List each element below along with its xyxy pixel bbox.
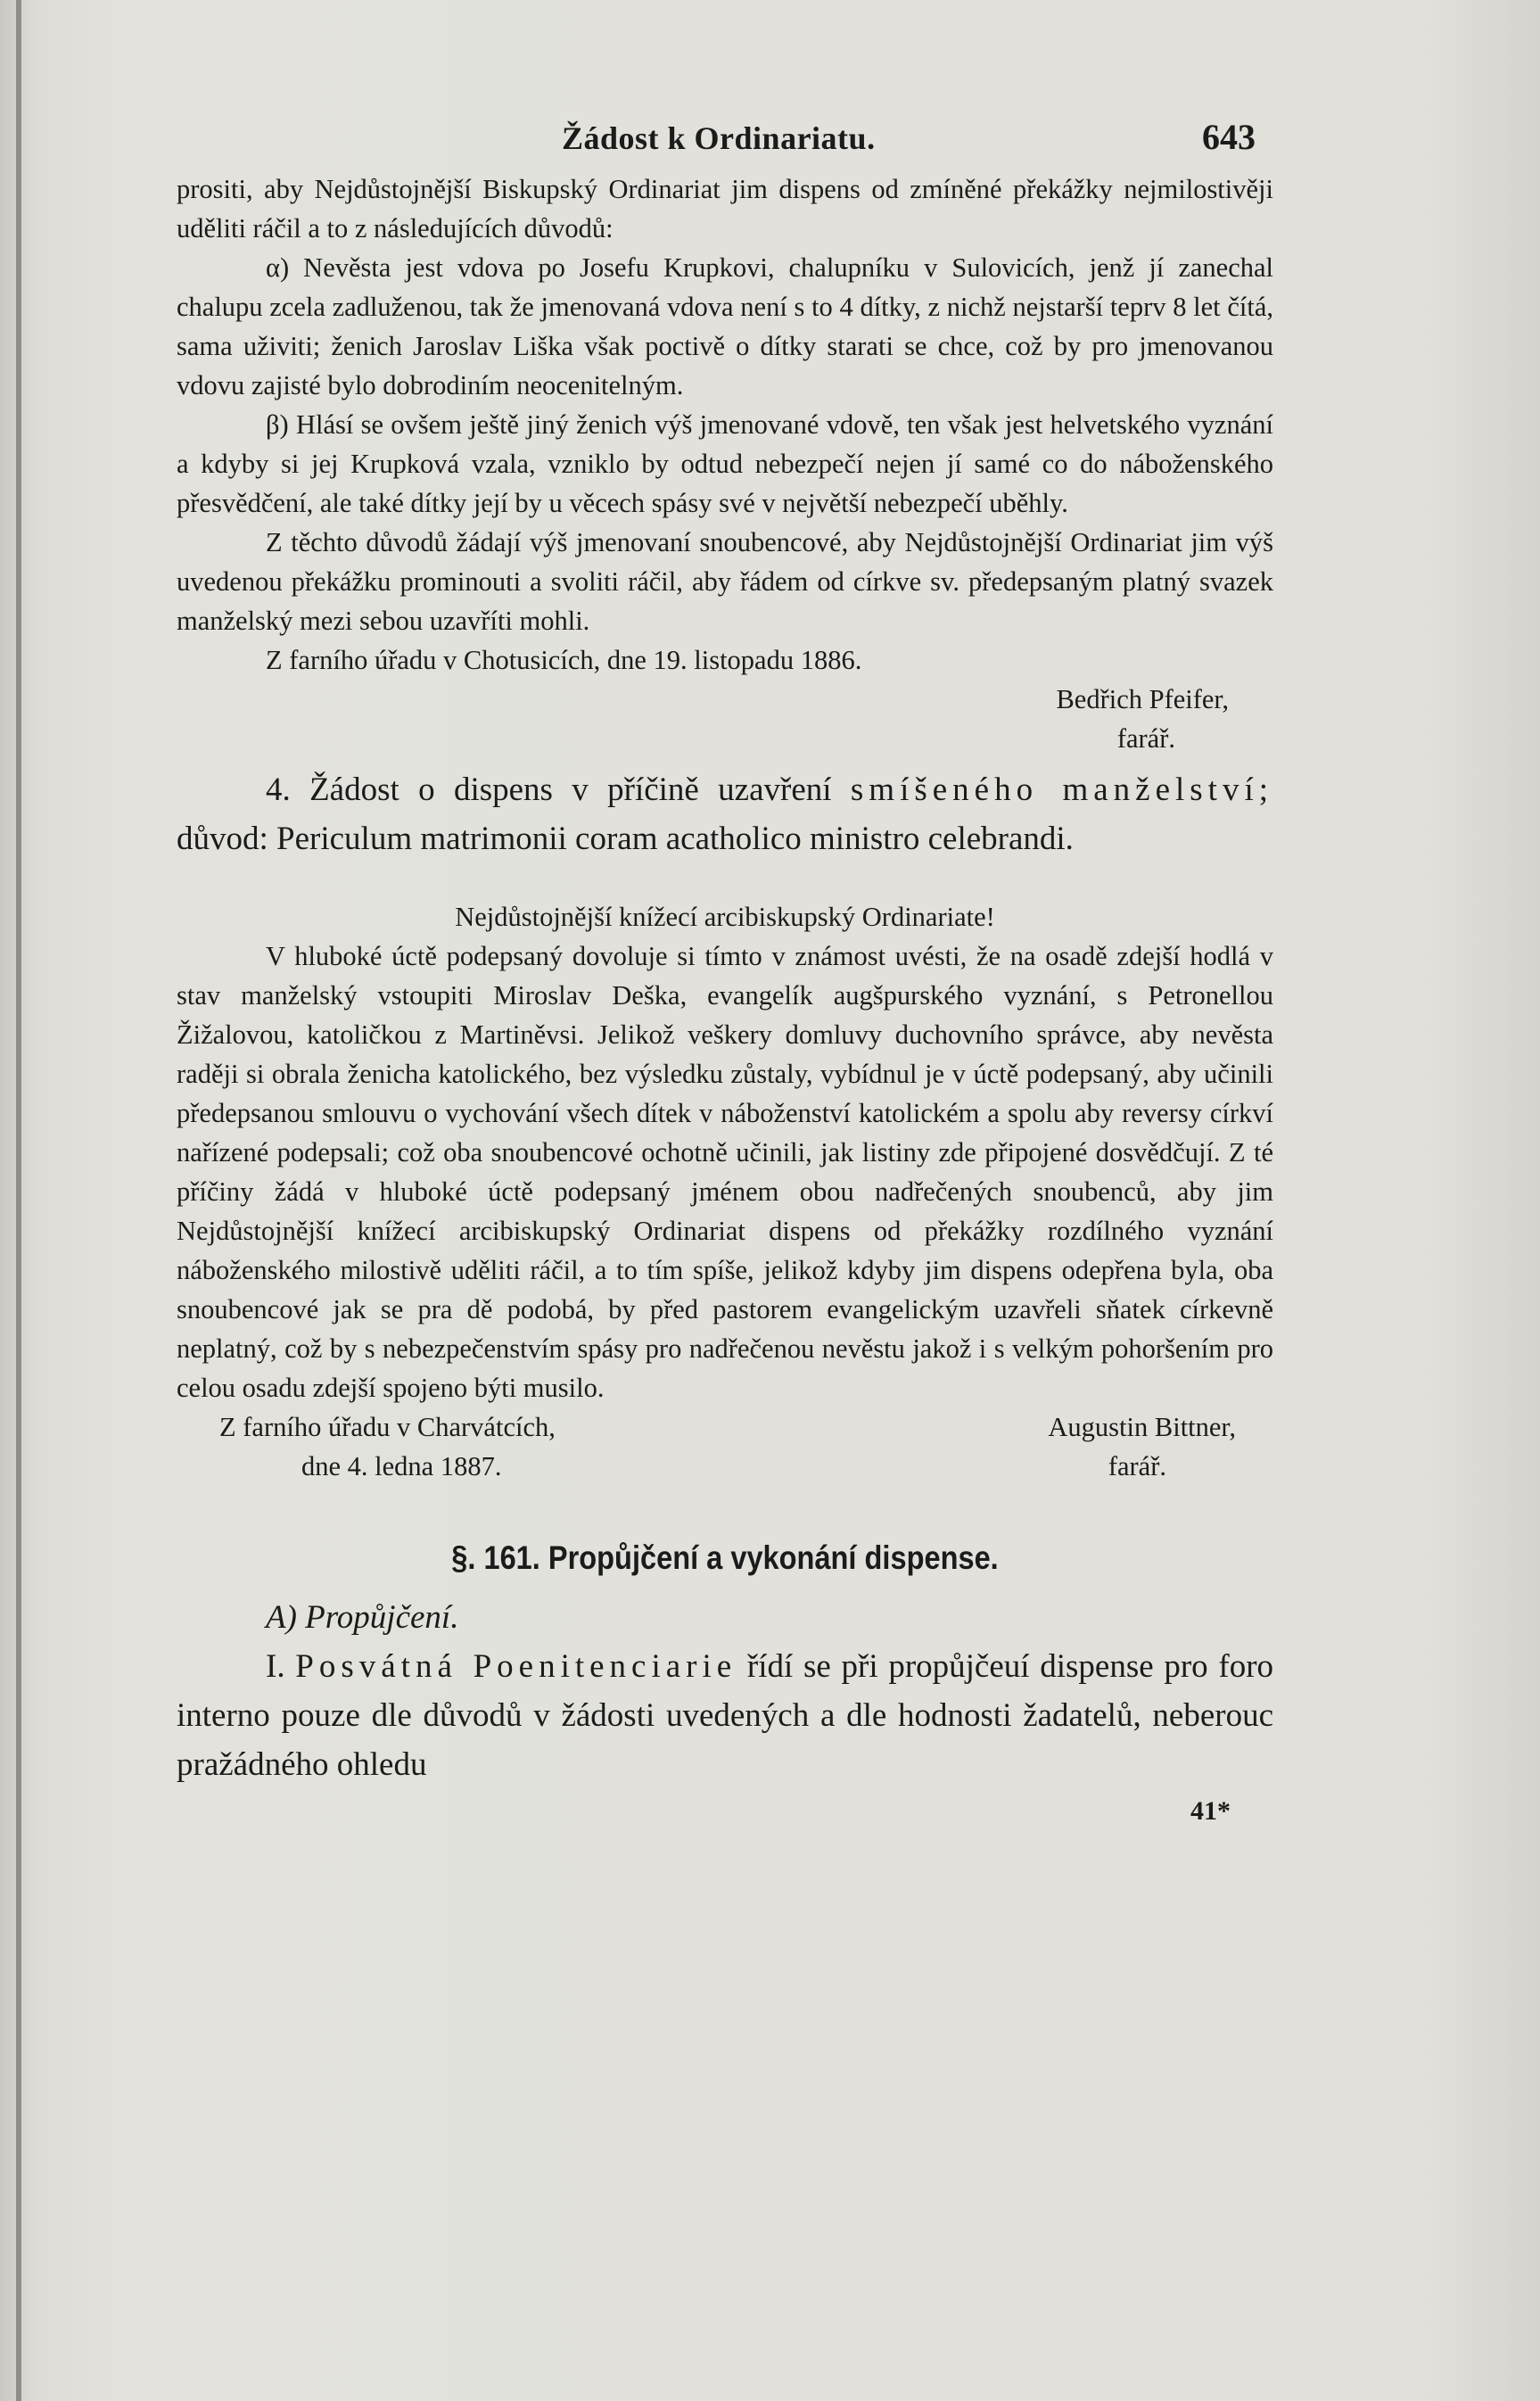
letter-4 — [177, 897, 1273, 1486]
para-spaced-text: Posvátná Poenitenciarie — [295, 1648, 737, 1685]
section-body — [177, 1593, 1273, 1789]
header-title: Žádost k Ordinariatu. — [562, 120, 876, 156]
letter-3-continuation — [177, 169, 1273, 758]
letter-3-signature-name: Bedřich Pfeifer, — [1056, 684, 1229, 714]
book-spine-edge — [16, 0, 21, 2401]
letter-3-place-date: Z farního úřadu v Chotusicích, dne 19. listopadu 1886. — [266, 645, 862, 675]
letter-3-signature-title: farář. — [1116, 723, 1175, 754]
page-number: 643 — [1202, 117, 1256, 157]
letter-4-signature-name: Augustin Bittner, — [1048, 1412, 1236, 1442]
letter-4-signature-title: farář. — [1108, 1451, 1166, 1481]
letter-3-opening: prositi, aby Nejdůstojnější Biskupský Ordinariat jim dispens od zmíněné překážky nejmilostivěji uděliti ráčil a to z následujících důvodů: — [177, 174, 1273, 243]
section-title: §. 161. Propůjčení a vykonání dispense. — [451, 1539, 999, 1576]
letter-4-place: Z farního úřadu v Charvátcích, — [219, 1412, 556, 1442]
letter-4-closing-line-1 — [177, 1407, 1273, 1447]
letter-4-closing-line-2 — [177, 1447, 1273, 1486]
letter-4-date: dne 4. ledna 1887. — [301, 1451, 502, 1481]
reason-beta: β) Hlásí se ovšem ještě jiný ženich výš jmenované vdově, ten však jest helvetského vyznání a kdyby si jej Krupková vzala, vzniklo by odtud nebezpečí nejen jí samé co do náboženského přesvědčení, ale také dítky její by u věcech spásy své v největší nebezpečí uběhly. — [177, 409, 1273, 518]
letter-4-body: V hluboké úctě podepsaný dovoluje si tímto v známost uvésti, že na osadě zdejší hodlá v stav manželský vstoupiti Miroslav Deška, evangelík augšpurského vyznání, s Petronellou Žižalovou, katoličkou z Martiněvsi. Jelikož veškery domluvy duchovního správce, aby nevěsta raději si obrala ženicha katolického, bez výsledku zůstaly, vybídnul je v úctě podepsaný, aby učinili předepsanou smlouvu o vychování všech dítek v náboženství katolickém a spolu aby reversy církví nařízené podepsali; což oba snoubencové ochotně učinili, jak listiny zde připojené dosvědčují. Z té příčiny žádá v hluboké úctě podepsaný jménem obou nadřečených snoubenců, aby jim Nejdůstojnější knížecí arcibiskupský Ordinariat dispens od překážky rozdílného vyznání náboženského milostivě uděliti ráčil, a to tím spíše, jelikož kdyby jim dispens odepřena byla, oba snoubencové jak se pra dě podobá, by před pastorem evangelickým uzavřeli sňatek církevně neplatný, což by s nebezpečenstvím spásy pro nadřečenou nevěstu jakož i s velkým pohoršením pro celou osadu zdejší spojeno býti musilo. — [177, 941, 1273, 1403]
para-rest: řídí se při propůjčeuí dispense pro foro interno pouze dle důvodů v žádosti uvedených a dle hodnosti žadatelů, neberouc pražádného ohledu — [177, 1648, 1274, 1783]
para-start: I. — [266, 1648, 285, 1685]
page-text — [177, 107, 1273, 1827]
running-header — [177, 107, 1273, 169]
letter-3-conclusion: Z těchto důvodů žádají výš jmenovaní snoubencové, aby Nejdůstojnější Ordinariat jim výš uvedenou překážku prominouti a svoliti ráčil, aby řádem od církve sv. předepsaným platný svazek manželský mezi sebou uzavříti mohli. — [177, 527, 1273, 636]
heading-spaced-text: smíšeného manželství; — [850, 771, 1274, 808]
heading-number-text: 4. Žádost o dispens v příčině uzavření — [266, 771, 832, 808]
letter-4-heading — [177, 765, 1273, 863]
signature-mark: 41* — [1190, 1796, 1231, 1826]
heading-rest-text: důvod: Periculum matrimonii coram acatholico ministro celebrandi. — [177, 821, 1074, 857]
letter-4-salutation: Nejdůstojnější knížecí arcibiskupský Ordinariate! — [455, 902, 995, 932]
section-subheading: A) Propůjčení. — [266, 1599, 459, 1636]
reason-alpha: α) Nevěsta jest vdova po Josefu Krupkovi, chalupníku v Sulovicích, jenž jí zanechal chalupu zcela zadluženou, tak že jmenovaná vdova není s to 4 dítky, z nichž nejstarší teprv 8 let čítá, sama uživiti; ženich Jaroslav Liška však poctivě o dítky starati se chce, což by pro jmenovanou vdovu zajisté bylo dobrodiním neocenitelným. — [177, 252, 1273, 400]
